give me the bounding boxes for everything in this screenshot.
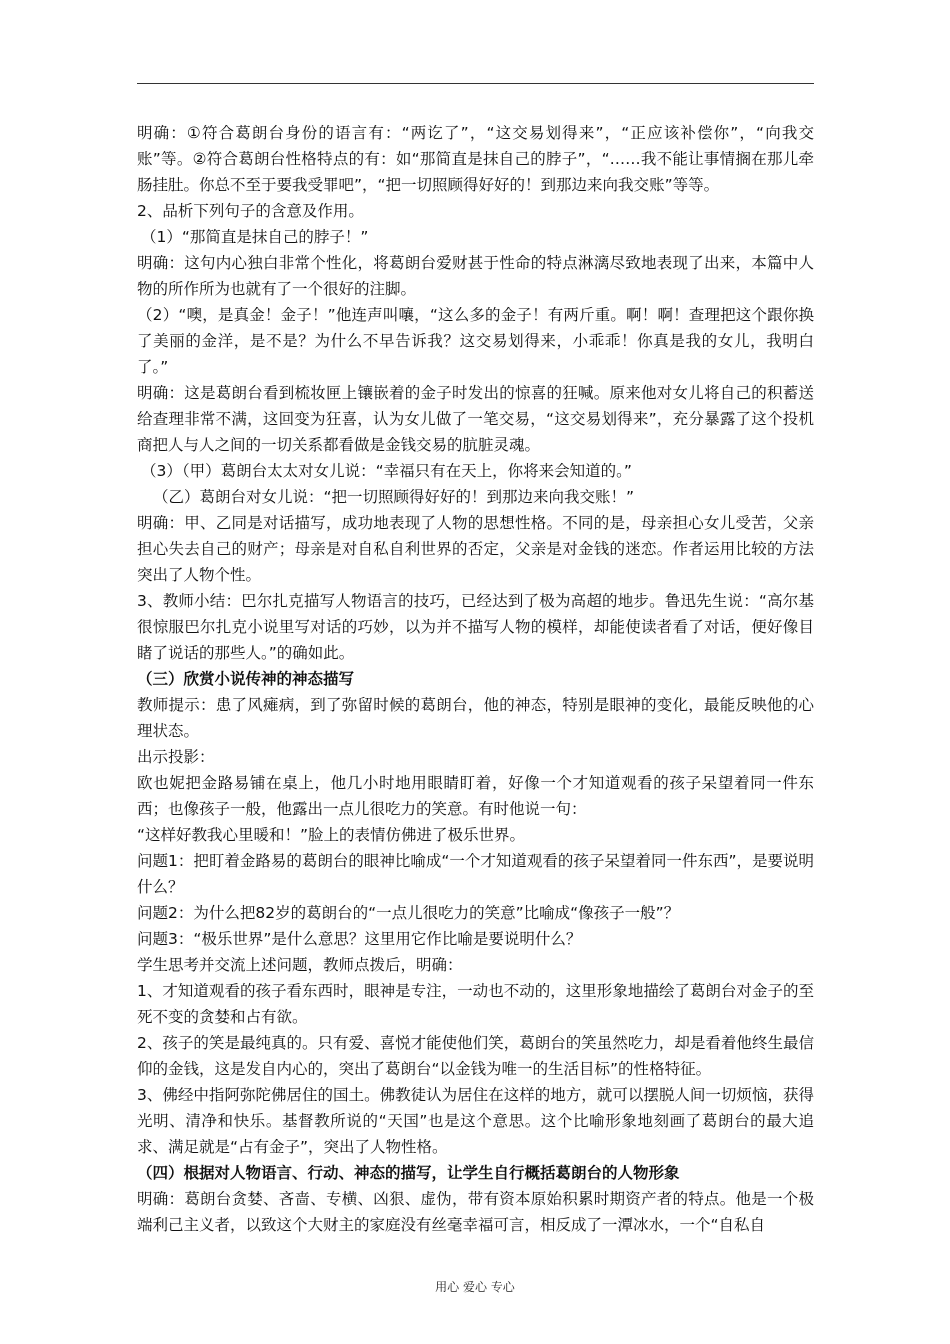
paragraph-answer-q2: 2、孩子的笑是最纯真的。只有爱、喜悦才能使他们笑，葛朗台的笑虽然吃力，却是看着他终生最信仰的金钱，这是发自内心的，突出了葛朗台“以金钱为唯一的生活目标”的性格特征。 — [137, 1034, 814, 1078]
paragraph-sentence-1: （1）“那简直是抹自己的脖子！” — [141, 228, 369, 246]
paragraph-question-1: 问题1：把盯着金路易的葛朗台的眼神比喻成“一个才知道观看的孩子呆望着同一件东西”，是要说明什么？ — [137, 852, 814, 896]
paragraph-teacher-hint: 教师提示：患了风瘫病，到了弥留时候的葛朗台，他的神态，特别是眼神的变化，最能反映他的心理状态。 — [137, 696, 814, 740]
document-body — [137, 120, 814, 1238]
paragraph-answer-sentence-3: 明确：甲、乙同是对话描写，成功地表现了人物的思想性格。不同的是，母亲担心女儿受苦，父亲担心失去自己的财产；母亲是对自私自利世界的否定，父亲是对金钱的迷恋。作者运用比较的方法突出了人物个性。 — [137, 514, 814, 584]
paragraph-answer-sentence-1: 明确：这句内心独白非常个性化，将葛朗台爱财甚于性命的特点淋漓尽致地表现了出来，本篇中人物的所作所为也就有了一个很好的注脚。 — [137, 254, 814, 298]
paragraph-sentence-3a: （3）（甲）葛朗台太太对女儿说：“幸福只有在天上，你将来会知道的。” — [141, 462, 632, 480]
paragraph-teacher-summary: 3、教师小结：巴尔扎克描写人物语言的技巧，已经达到了极为高超的地步。鲁迅先生说：“高尔基很惊服巴尔扎克小说里写对话的巧妙，以为并不描写人物的模样，却能使读者看了对话，便好像目睹了说话的那些人。”的确如此。 — [137, 592, 814, 662]
paragraph-answer-q1: 1、才知道观看的孩子看东西时，眼神是专注，一动也不动的，这里形象地描绘了葛朗台对金子的至死不变的贪婪和占有欲。 — [137, 982, 814, 1026]
section-heading-4: （四）根据对人物语言、行动、神态的描写，让学生自行概括葛朗台的人物形象 — [137, 1164, 680, 1182]
paragraph-sentence-2: （2）“噢，是真金！金子！”他连声叫嚷，“这么多的金子！有两斤重。啊！啊！查理把这个跟你换了美丽的金洋，是不是？为什么不早告诉我？这交易划得来，小乖乖！你真是我的女儿，我明白了。” — [137, 306, 814, 376]
paragraph-answer-q3: 3、佛经中指阿弥陀佛居住的国土。佛教徒认为居住在这样的地方，就可以摆脱人间一切烦恼，获得光明、清净和快乐。基督教所说的“天国”也是这个意思。这个比喻形象地刻画了葛朗台的最大追求、满足就是“占有金子”，突出了人物性格。 — [137, 1086, 814, 1156]
page-footer: 用心 爱心 专心 — [435, 1280, 515, 1294]
paragraph-sentence-3b: （乙）葛朗台对女儿说：“把一切照顾得好好的！到那边来向我交账！” — [153, 488, 635, 506]
section-heading-3: （三）欣赏小说传神的神态描写 — [137, 670, 355, 688]
paragraph-character-summary: 明确：葛朗台贪婪、吝啬、专横、凶狠、虚伪，带有资本原始积累时期资产者的特点。他是一个极端利己主义者，以致这个大财主的家庭没有丝毫幸福可言，相反成了一潭冰水，一个“自私自 — [137, 1190, 814, 1234]
paragraph-question-2: 问题2：为什么把82岁的葛朗台的“一点儿很吃力的笑意”比喻成“像孩子一般”？ — [137, 904, 680, 922]
paragraph-discussion: 学生思考并交流上述问题，教师点拨后，明确： — [137, 956, 463, 974]
paragraph-answer-1: 明确：①符合葛朗台身份的语言有：“两讫了”，“这交易划得来”，“正应该补偿你”，“向我交账”等。②符合葛朗台性格特点的有：如“那简直是抹自己的脖子”，“……我不能让事情搁在那儿牵肠挂肚。你总不至于要我受罪吧”，“把一切照顾得好好的！到那边来向我交账”等等。 — [137, 124, 814, 194]
paragraph-question-3: 问题3：“极乐世界”是什么意思？这里用它作比喻是要说明什么？ — [137, 930, 582, 948]
paragraph-excerpt-1: 欧也妮把金路易铺在桌上，他几小时地用眼睛盯着，好像一个才知道观看的孩子呆望着同一件东西；也像孩子一般，他露出一点儿很吃力的笑意。有时他说一句： — [137, 774, 814, 818]
paragraph-answer-sentence-2: 明确：这是葛朗台看到梳妆匣上镶嵌着的金子时发出的惊喜的狂喊。原来他对女儿将自己的积蓄送给查理非常不满，这回变为狂喜，认为女儿做了一笔交易，“这交易划得来”，充分暴露了这个投机商把人与人之间的一切关系都看做是金钱交易的肮脏灵魂。 — [137, 384, 814, 454]
header-rule — [137, 83, 814, 84]
paragraph-projection-label: 出示投影： — [137, 748, 215, 766]
paragraph-excerpt-2: “这样好教我心里暖和！”脸上的表情仿佛进了极乐世界。 — [137, 826, 526, 844]
paragraph-task-2: 2、品析下列句子的含意及作用。 — [137, 202, 364, 220]
